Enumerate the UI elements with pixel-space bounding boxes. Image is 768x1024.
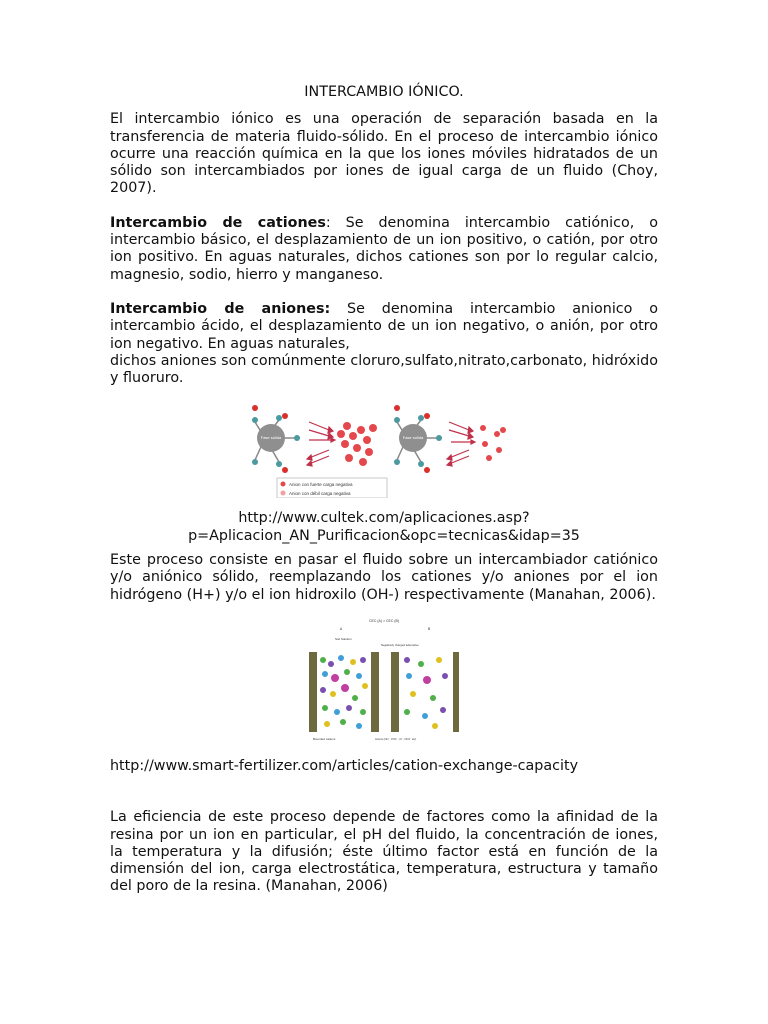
right-sphere-label: Fase sólida — [402, 435, 424, 441]
source-url-1-line-1[interactable]: http://www.cultek.com/aplicaciones.asp? — [238, 510, 530, 527]
left-sphere-label: Fase sólida — [260, 435, 282, 441]
legend-strong-label: Anion con fuerte carga negativa — [289, 482, 353, 488]
anions-label: Anions (OH⁻, PO4⁻, Cl⁻, NO3⁻ etc) — [375, 737, 417, 741]
aniones-term: Intercambio de aniones: — [110, 300, 331, 317]
negative-charge-label: Negatively charged adsorptive — [381, 642, 419, 647]
source-url-2[interactable]: http://www.smart-fertilizer.com/articles/cation-exchange-capacity — [110, 757, 579, 774]
cationes-paragraph — [110, 215, 658, 284]
cationes-term: Intercambio de cationes — [110, 214, 326, 231]
cec-figure — [309, 616, 459, 746]
intro-paragraph: El intercambio iónico es una operación de separación basada en la transferencia de materia fluido-sólido. En el proceso de intercambio iónico ocurre una reacción química en la que los iones móviles hidratados de un sólido son intercambiados por iones de igual carga de un fluido (Choy, 2007). — [110, 111, 658, 197]
left-solid-phase — [252, 405, 300, 473]
eficiencia-paragraph: La eficiencia de este proceso depende de factores como la afinidad de la resina por un ion en particular, el pH del fluido, la concentración de iones, la temperatura y la difusión; éste último factor está en función de la dimensión del ion, carga electrostática, temperatura, estructura y tamaño del poro de la resina. (Manahan, 2006) — [110, 809, 658, 895]
right-solid-phase — [394, 405, 442, 473]
cec-label-a: A — [339, 626, 343, 631]
soil-solution-label: Soil Solution — [335, 636, 352, 641]
cec-header: CEC (A) > CEC (B) — [368, 618, 400, 623]
ion-exchange-figure — [249, 400, 519, 498]
document-title: INTERCAMBIO IÓNICO. — [304, 84, 464, 100]
document-page — [110, 84, 658, 896]
figure1-legend — [277, 478, 387, 498]
cationes-text: : Se denomina intercambio catiónico, o intercambio básico, el desplazamiento de un ion positivo, o catión, por otro ion positivo. En aguas naturales, dichos cationes son por lo regular calcio, magnesio, sodio, hierro y manganeso. — [110, 214, 658, 283]
bounded-cations-label: Bounded cations — [313, 736, 336, 741]
cec-label-b: B — [427, 626, 431, 631]
aniones-paragraph — [110, 301, 658, 353]
source-url-1-line-2[interactable]: p=Aplicacion_AN_Purificacion&opc=tecnicas&idap=35 — [188, 527, 580, 544]
aniones-paragraph-2: dichos aniones son comúnmente cloruro,sulfato,nitrato,carbonato, hidróxido y fluoruro. — [110, 352, 658, 387]
aniones-text-1: Se denomina intercambio anionico o intercambio ácido, el desplazamiento de un ion negativo, o anión, por otro ion negativo. En aguas naturales, — [110, 300, 658, 352]
legend-weak-label: Anion con débil carga negativa — [289, 491, 351, 497]
proceso-paragraph: Este proceso consiste en pasar el fluido sobre un intercambiador catiónico y/o aniónico sólido, reemplazando los cationes y/o aniones por el ion hidrógeno (H+) y/o el ion hidroxilo (OH-) respectivamente (Manahan, 2006). — [110, 552, 658, 603]
